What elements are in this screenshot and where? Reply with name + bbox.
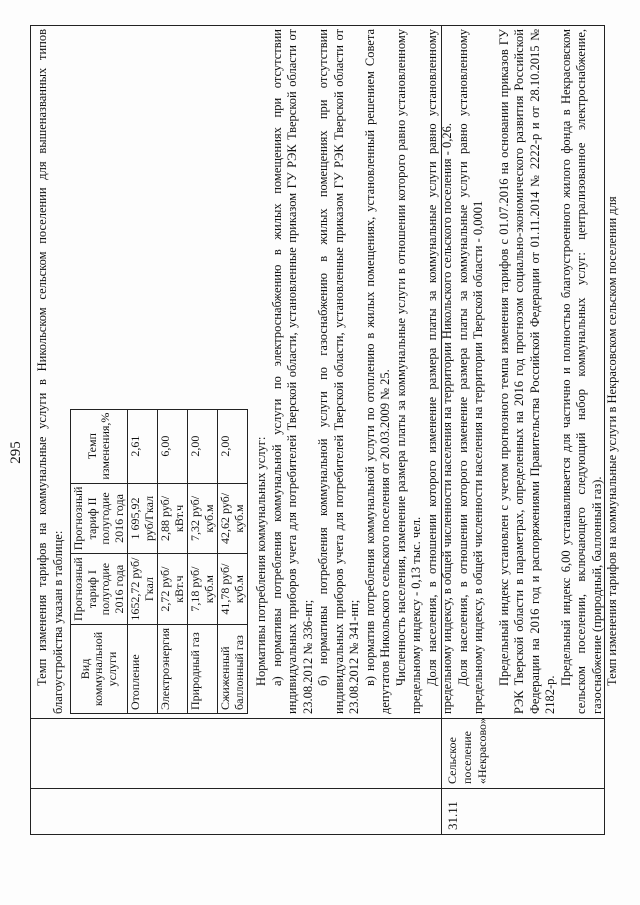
row-content <box>35 29 621 714</box>
table-row <box>158 409 188 713</box>
paragraph: б) нормативы потребления коммунальной услуги по газоснабжению в жилых помещениях при отсутствии индивидуальных приборов учета для потребителей Тверской области, установленные приказом ГУ РЭК Тверской области от 23.08.2012 № 341-нп; <box>316 29 361 714</box>
paragraph: Доля населения, в отношении которого изменение размера платы за коммунальные услуги равно установленному предельному индексу, в общей численности населения на территории Тверской области - 0,0001 <box>455 29 485 714</box>
paragraph: Численность населения, изменение размера платы за коммунальные услуги в отношении которого равно установленному предельному индексу - 0,13 тыс. чел. <box>393 29 423 714</box>
table-cell: 2,00 <box>188 409 218 483</box>
table-cell: 2,61 <box>128 409 158 483</box>
table-cell: Природный газ <box>188 624 218 713</box>
table-header-cell: Прогнозный тариф II полугодие 2016 года <box>71 483 128 554</box>
table-frame <box>30 25 619 835</box>
table-cell: 7,32 руб/куб.м <box>188 483 218 554</box>
table-header-row <box>71 409 128 713</box>
paragraph: Нормативы потребления коммунальных услуг: <box>254 436 268 686</box>
paragraph: Доля населения, в отношении которого изменение размера платы за коммунальные услуги равно установленному предельному индексу, в общей численности населения на территории Никольского сельского поселения - 0,26. <box>424 29 454 714</box>
table-cell: 1652,72 руб/Гкал <box>128 554 158 625</box>
table-cell: 1 695,92 руб/Гкал <box>128 483 158 554</box>
table-cell: 42,62 руб/куб.м <box>218 483 248 554</box>
page-number: 295 <box>8 441 24 464</box>
table-cell: Электроэнергия <box>158 624 188 713</box>
table-row <box>128 409 158 713</box>
table-cell: 41,78 руб/куб.м <box>218 554 248 625</box>
table-cell: Отопление <box>128 624 158 713</box>
table-cell: Сжиженный баллонный газ <box>218 624 248 713</box>
settlement-name: Сельское поселение «Некрасово» <box>445 717 489 784</box>
paragraph: Темп изменения тарифов на коммунальные услуги в Некрасовском сельском поселении для <box>605 196 619 686</box>
table-header-cell: Прогнозный тариф I полугодие 2016 года <box>71 554 128 625</box>
column-divider <box>31 718 604 719</box>
table-cell: 7,18 руб/куб.м <box>188 554 218 625</box>
row-number: 31.11 <box>445 801 460 830</box>
paragraph: в) норматив потребления коммунальной услуги по отоплению в жилых помещениях, установленный решением Совета депутатов Никольского сельского поселения от 20.03.2009 № 25. <box>362 29 392 714</box>
table-header-cell: Темп изменения,% <box>71 409 128 483</box>
paragraph: Предельный индекс установлен с учетом прогнозного темпа изменения тарифов с 01.07.2016 на основании приказов ГУ РЭК Тверской области в параметрах, определенных на 2016 год прогнозом социально-экономического развития Российской Федерации на 2016 год и распоряжениями Правительства Российской Федерации от 01.11.2014 № 2222-р и от 28.10.2015 № 2182-р. <box>496 29 557 714</box>
paragraph: а) нормативы потребления коммунальной услуги по электроснабжению в жилых помещениях при отсутствии индивидуальных приборов учета для потребителей Тверской области, установленные приказом ГУ РЭК Тверской области от 23.08.2012 № 336-нп; <box>269 29 315 714</box>
intro-text: Темп изменения тарифов на коммунальные услуги в Никольском сельском поселении для вышеназванных типов благоустройства указан в таблице: <box>35 29 65 714</box>
table-cell: 6,00 <box>158 409 188 483</box>
table-row <box>188 409 218 713</box>
table-cell: 2,72 руб/кВт.ч <box>158 554 188 625</box>
table-cell: 2,00 <box>218 409 248 483</box>
paragraph: Предельный индекс 6,00 устанавливается для частично и полностью благоустроенного жилого фонда в Некрасовском сельском поселении, включающего следующий набор коммунальных услуг: централизованное электроснабжение, газоснабжение (природный, баллонный газ). <box>558 29 604 714</box>
table-header-cell: Вид коммунальной услуги <box>71 624 128 713</box>
column-divider <box>31 788 604 789</box>
table-cell: 2,88 руб/кВт.ч <box>158 483 188 554</box>
table-row <box>218 409 248 713</box>
tariff-table <box>70 409 248 714</box>
